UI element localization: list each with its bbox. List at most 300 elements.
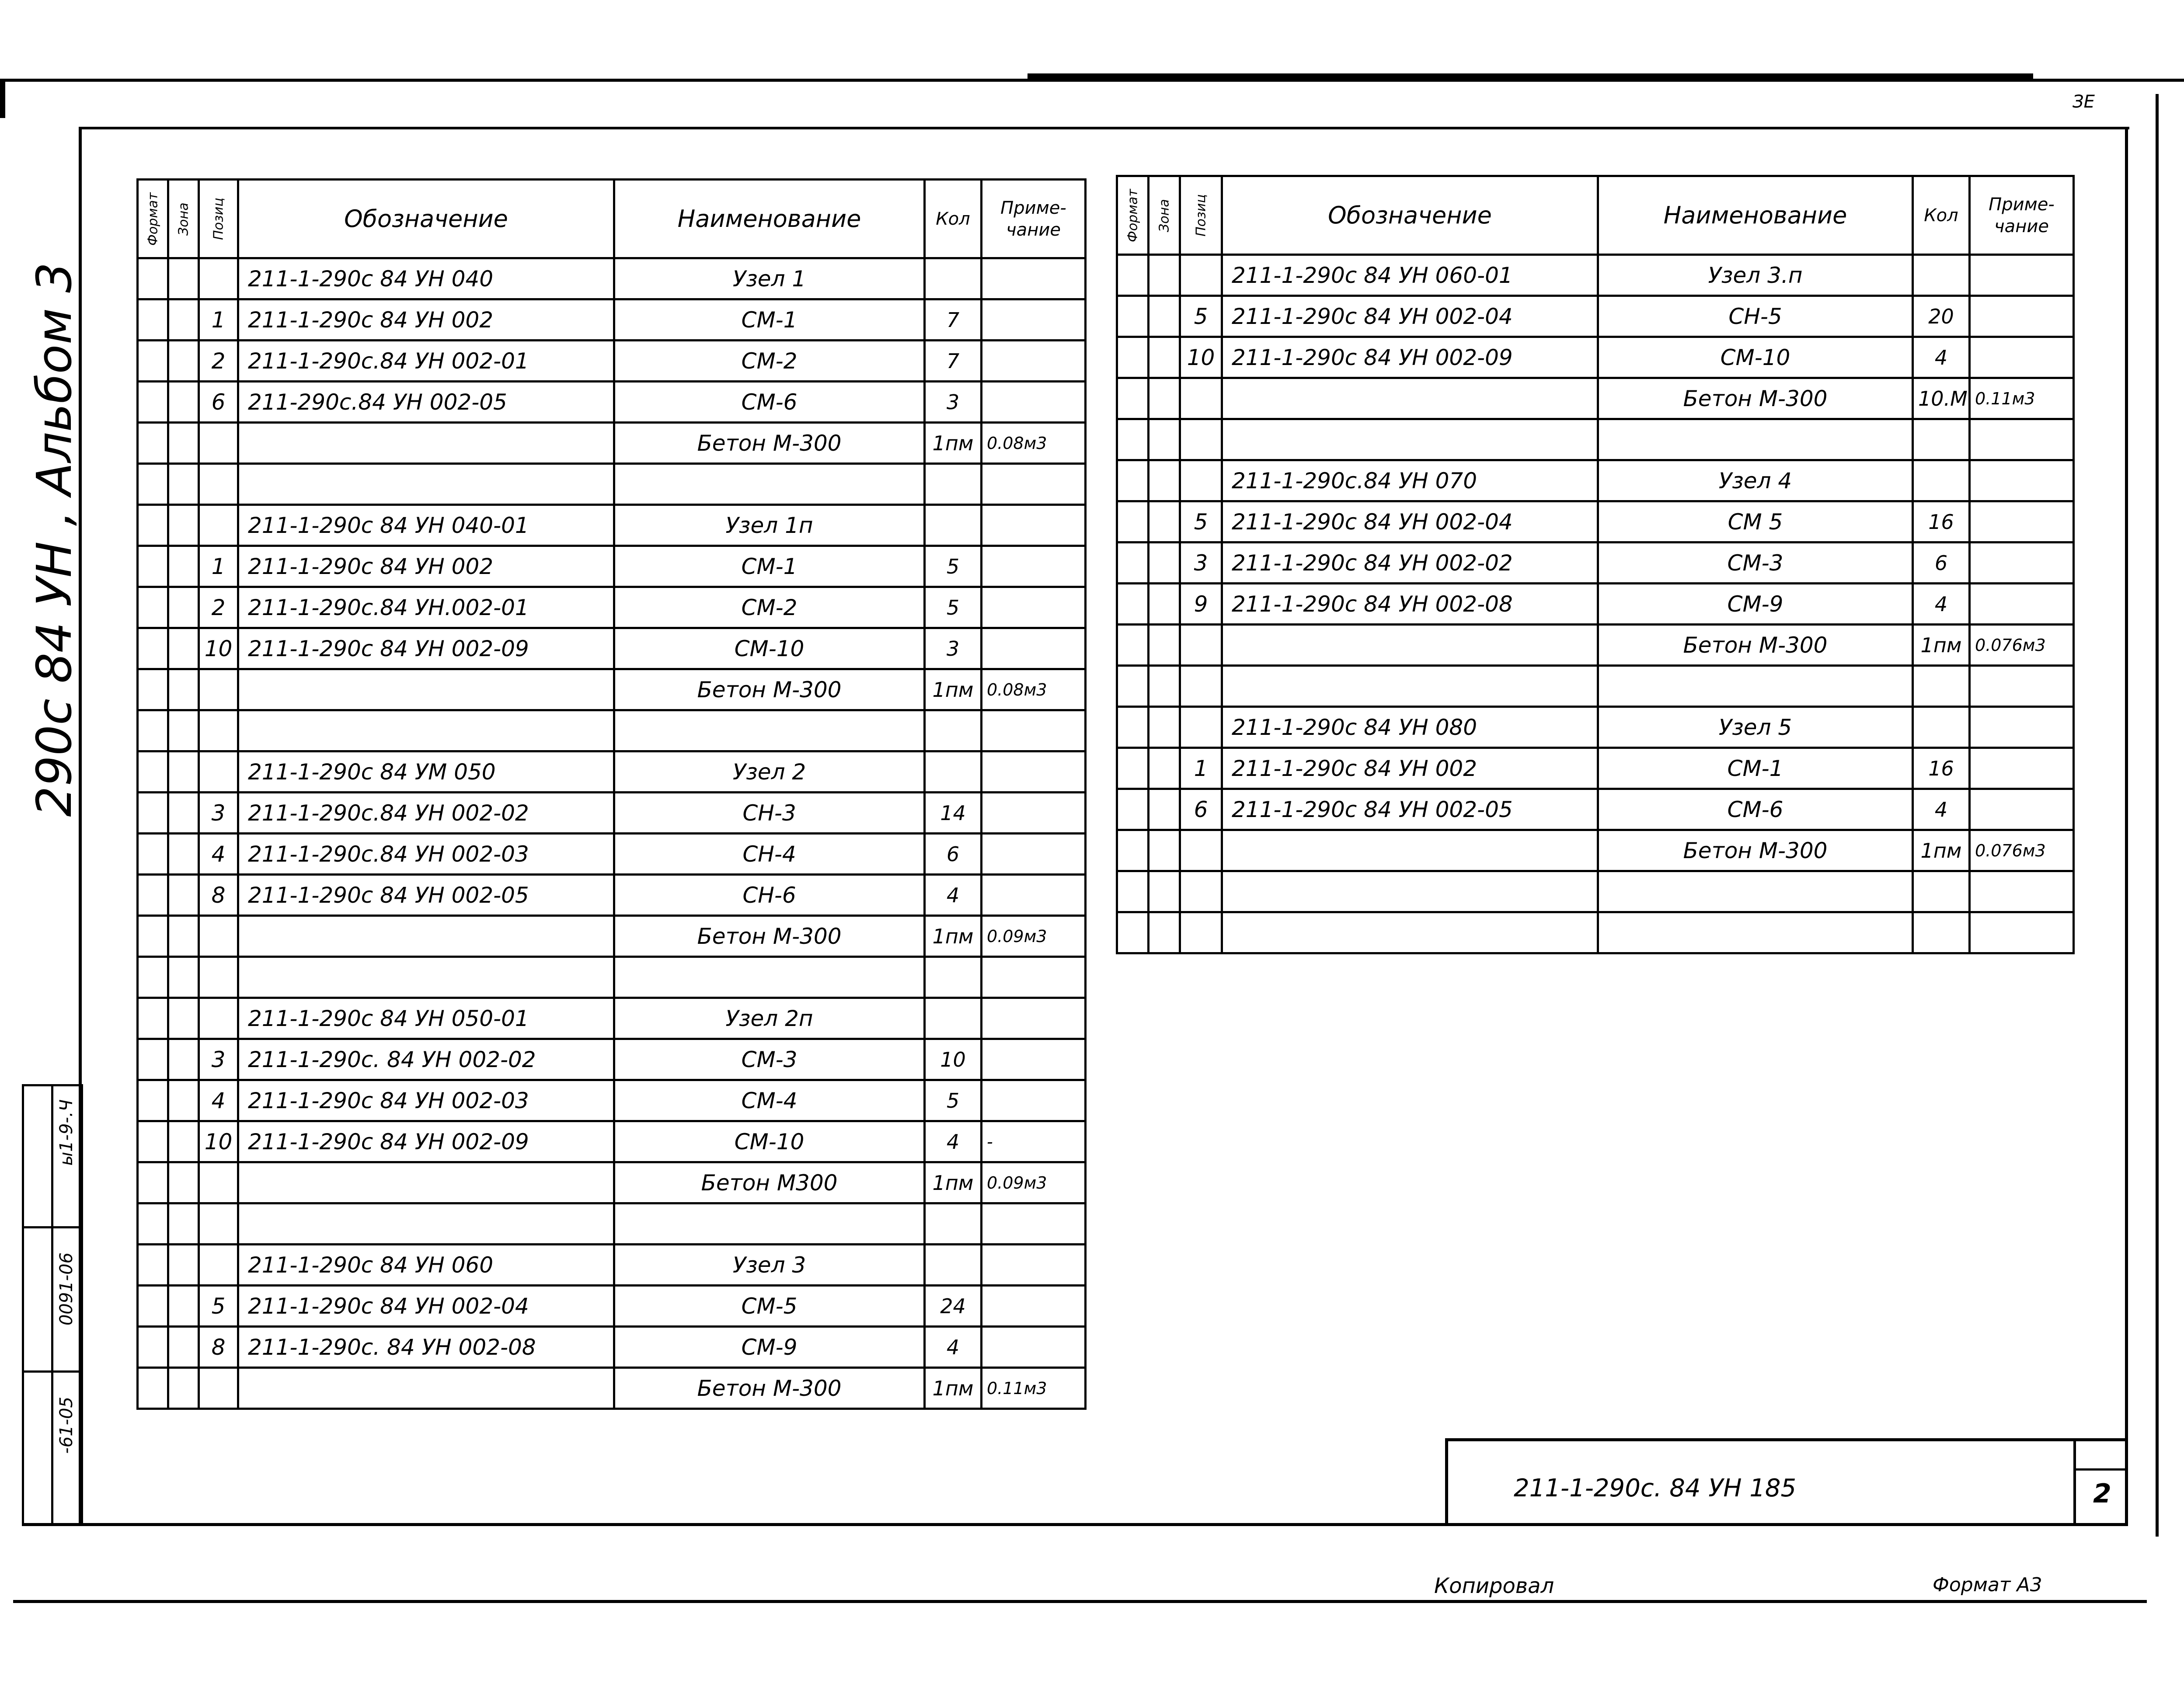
position-cell: 6	[1180, 789, 1222, 830]
format-cell	[1117, 871, 1149, 912]
designation-cell	[238, 957, 614, 998]
format-cell	[138, 1039, 168, 1080]
note-cell	[982, 998, 1086, 1039]
qty-cell	[1913, 460, 1970, 501]
format-cell	[138, 1327, 168, 1368]
name-cell: Бетон М300	[614, 1162, 925, 1203]
qty-cell	[925, 258, 982, 299]
position-cell	[1180, 666, 1222, 707]
position-cell	[1180, 707, 1222, 748]
name-cell: СМ-10	[614, 1121, 925, 1162]
name-cell: Узел 3	[614, 1245, 925, 1286]
position-cell: 1	[199, 299, 238, 341]
header-zone: Зона	[1149, 176, 1180, 255]
qty-cell: 6	[925, 834, 982, 875]
name-cell: СМ-1	[614, 299, 925, 341]
position-cell: 6	[199, 382, 238, 423]
note-cell	[982, 1080, 1086, 1121]
note-cell	[982, 505, 1086, 546]
position-cell: 9	[1180, 584, 1222, 625]
format-cell	[138, 793, 168, 834]
position-cell: 2	[199, 587, 238, 628]
table-row	[138, 587, 1086, 628]
zone-cell	[1149, 625, 1180, 666]
designation-cell: 211-1-290с 84 УН 002	[238, 546, 614, 587]
name-cell: Бетон М-300	[614, 669, 925, 710]
table-row	[138, 998, 1086, 1039]
position-cell	[1180, 912, 1222, 953]
designation-cell: 211-1-290с 84 УН 060-01	[1222, 255, 1598, 296]
name-cell: СН-6	[614, 875, 925, 916]
zone-cell	[168, 875, 199, 916]
designation-cell: 211-1-290с 84 УН 060	[238, 1245, 614, 1286]
name-cell: СН-3	[614, 793, 925, 834]
qty-cell: 4	[1913, 584, 1970, 625]
position-cell	[1180, 255, 1222, 296]
note-cell	[982, 793, 1086, 834]
frame-right-line	[2125, 127, 2128, 1526]
designation-cell: 211-1-290с 84 УН 002-04	[1222, 296, 1598, 337]
header-format: Формат	[1117, 176, 1149, 255]
zone-cell	[168, 1080, 199, 1121]
header-designation: Обозначение	[1222, 176, 1598, 255]
table-row	[1117, 419, 2074, 460]
qty-cell: 10	[925, 1039, 982, 1080]
header-designation: Обозначение	[238, 180, 614, 258]
name-cell: Бетон М-300	[614, 916, 925, 957]
table-row	[138, 669, 1086, 710]
format-cell	[138, 341, 168, 382]
note-cell	[982, 751, 1086, 793]
zone-cell	[1149, 748, 1180, 789]
right-border-line	[2156, 94, 2159, 1537]
name-cell: СМ-5	[614, 1286, 925, 1327]
margin-stamp	[22, 1084, 83, 1526]
zone-cell	[1149, 707, 1180, 748]
format-cell	[138, 1286, 168, 1327]
table-row	[1117, 871, 2074, 912]
position-cell	[199, 505, 238, 546]
table-row	[1117, 748, 2074, 789]
header-qty: Кол	[1913, 176, 1970, 255]
position-cell	[1180, 378, 1222, 419]
designation-cell	[238, 1162, 614, 1203]
designation-cell: 211-1-290с.84 УН 070	[1222, 460, 1598, 501]
sheet-label-divider	[2076, 1468, 2128, 1471]
zone-cell	[168, 1327, 199, 1368]
qty-cell: 3	[925, 628, 982, 669]
qty-cell: 4	[925, 1121, 982, 1162]
name-cell: Бетон М-300	[1598, 625, 1913, 666]
format-cell	[1117, 625, 1149, 666]
qty-cell	[925, 998, 982, 1039]
zone-cell	[168, 751, 199, 793]
table-row	[138, 423, 1086, 464]
header-name: Наименование	[1598, 176, 1913, 255]
name-cell: Бетон М-300	[614, 1368, 925, 1409]
note-cell	[1970, 666, 2074, 707]
qty-cell	[925, 505, 982, 546]
format-cell	[138, 423, 168, 464]
format-cell	[138, 1245, 168, 1286]
table-row	[1117, 296, 2074, 337]
qty-cell: 20	[1913, 296, 1970, 337]
qty-cell: 4	[1913, 789, 1970, 830]
position-cell	[1180, 419, 1222, 460]
format-cell	[1117, 542, 1149, 584]
table-row	[138, 1203, 1086, 1245]
designation-cell	[1222, 830, 1598, 871]
note-cell	[1970, 789, 2074, 830]
table-row	[138, 464, 1086, 505]
format-cell	[138, 587, 168, 628]
note-cell	[982, 834, 1086, 875]
format-cell	[138, 628, 168, 669]
format-cell	[138, 382, 168, 423]
zone-cell	[168, 1121, 199, 1162]
name-cell: Бетон М-300	[614, 423, 925, 464]
header-note: Приме-чание	[982, 180, 1086, 258]
designation-cell: 211-1-290с 84 УН 002-09	[238, 628, 614, 669]
page-bottom-line	[13, 1600, 2147, 1603]
qty-cell: 1пм	[925, 1368, 982, 1409]
designation-cell: 211-1-290с. 84 УН 002-02	[238, 1039, 614, 1080]
zone-cell	[168, 1203, 199, 1245]
name-cell: СН-5	[1598, 296, 1913, 337]
designation-cell: 211-1-290с 84 УН 040	[238, 258, 614, 299]
format-cell	[138, 998, 168, 1039]
format-cell	[138, 875, 168, 916]
format-cell	[138, 1203, 168, 1245]
header-name: Наименование	[614, 180, 925, 258]
margin-stamp-cell-1: -61-05	[56, 1397, 77, 1454]
name-cell: Узел 3.п	[1598, 255, 1913, 296]
designation-cell	[1222, 666, 1598, 707]
qty-cell: 4	[925, 1327, 982, 1368]
qty-cell	[925, 751, 982, 793]
header-note: Приме-чание	[1970, 176, 2074, 255]
name-cell: Бетон М-300	[1598, 830, 1913, 871]
note-cell	[1970, 871, 2074, 912]
zone-cell	[1149, 460, 1180, 501]
zone-cell	[168, 834, 199, 875]
qty-cell	[1913, 707, 1970, 748]
name-cell	[614, 710, 925, 751]
qty-cell	[925, 1245, 982, 1286]
left-tick-line	[0, 79, 5, 118]
qty-cell	[1913, 419, 1970, 460]
note-cell: 0.11м3	[982, 1368, 1086, 1409]
name-cell: Узел 4	[1598, 460, 1913, 501]
format-cell	[138, 1162, 168, 1203]
note-cell: -	[982, 1121, 1086, 1162]
designation-cell	[1222, 871, 1598, 912]
table-row	[138, 1286, 1086, 1327]
note-cell	[1970, 419, 2074, 460]
zone-cell	[168, 505, 199, 546]
format-cell	[138, 1368, 168, 1409]
table-row	[1117, 789, 2074, 830]
position-cell	[1180, 625, 1222, 666]
format-cell	[138, 1080, 168, 1121]
table-row	[138, 505, 1086, 546]
zone-cell	[1149, 666, 1180, 707]
designation-cell: 211-1-290с 84 УН 002-04	[238, 1286, 614, 1327]
designation-cell: 211-1-290с 84 УН 080	[1222, 707, 1598, 748]
format-cell	[1117, 789, 1149, 830]
format-cell	[1117, 666, 1149, 707]
table-row	[1117, 460, 2074, 501]
zone-cell	[1149, 789, 1180, 830]
position-cell: 4	[199, 834, 238, 875]
name-cell: Узел 1	[614, 258, 925, 299]
table-row	[1117, 625, 2074, 666]
qty-cell: 4	[925, 875, 982, 916]
note-cell	[982, 587, 1086, 628]
designation-cell: 211-1-290с 84 УН 002-02	[1222, 542, 1598, 584]
table-row	[1117, 830, 2074, 871]
position-cell: 10	[199, 628, 238, 669]
note-cell	[1970, 460, 2074, 501]
position-cell	[199, 669, 238, 710]
note-cell: 0.08м3	[982, 423, 1086, 464]
name-cell	[1598, 666, 1913, 707]
margin-stamp-cell-2: 0091-06	[56, 1252, 77, 1326]
right-table-body	[1117, 255, 2074, 953]
zone-cell	[168, 916, 199, 957]
designation-cell: 211-1-290с 84 УН 050-01	[238, 998, 614, 1039]
name-cell	[1598, 871, 1913, 912]
note-cell	[982, 1327, 1086, 1368]
designation-cell: 211-1-290с.84 УН.002-01	[238, 587, 614, 628]
position-cell: 5	[199, 1286, 238, 1327]
designation-cell	[238, 669, 614, 710]
format-cell	[138, 916, 168, 957]
format-cell	[1117, 460, 1149, 501]
position-cell	[199, 423, 238, 464]
zone-cell	[1149, 255, 1180, 296]
qty-cell: 4	[1913, 337, 1970, 378]
zone-cell	[168, 710, 199, 751]
note-cell	[982, 546, 1086, 587]
position-cell	[199, 710, 238, 751]
position-cell: 5	[1180, 501, 1222, 542]
note-cell: 0.08м3	[982, 669, 1086, 710]
position-cell	[1180, 460, 1222, 501]
qty-cell: 1пм	[1913, 625, 1970, 666]
table-row	[1117, 912, 2074, 953]
name-cell	[614, 1203, 925, 1245]
designation-cell	[1222, 378, 1598, 419]
qty-cell: 7	[925, 341, 982, 382]
note-cell	[1970, 501, 2074, 542]
note-cell	[982, 382, 1086, 423]
name-cell: СМ-9	[614, 1327, 925, 1368]
qty-cell	[925, 1203, 982, 1245]
table-row	[138, 258, 1086, 299]
name-cell: Узел 2п	[614, 998, 925, 1039]
qty-cell: 1пм	[925, 423, 982, 464]
format-cell	[138, 669, 168, 710]
zone-cell	[168, 669, 199, 710]
table-row	[138, 1080, 1086, 1121]
note-cell	[1970, 584, 2074, 625]
format-cell	[1117, 830, 1149, 871]
designation-cell: 211-1-290с 84 УН 040-01	[238, 505, 614, 546]
zone-cell	[168, 587, 199, 628]
note-cell	[1970, 542, 2074, 584]
designation-cell: 211-1-290с 84 УН 002-09	[238, 1121, 614, 1162]
qty-cell: 1пм	[925, 1162, 982, 1203]
note-cell: 0.11м3	[1970, 378, 2074, 419]
zone-cell	[168, 1368, 199, 1409]
footer-copied-label: Копировал	[1434, 1574, 1554, 1598]
table-row	[138, 916, 1086, 957]
name-cell: СМ-6	[614, 382, 925, 423]
designation-cell: 211-1-290с.84 УН 002-02	[238, 793, 614, 834]
qty-cell: 7	[925, 299, 982, 341]
table-row	[138, 546, 1086, 587]
name-cell: СМ-10	[614, 628, 925, 669]
position-cell: 4	[199, 1080, 238, 1121]
footer-format-label: Формат А3	[1933, 1574, 2042, 1596]
format-cell	[138, 751, 168, 793]
qty-cell	[1913, 871, 1970, 912]
zone-cell	[168, 998, 199, 1039]
position-cell	[1180, 830, 1222, 871]
qty-cell: 5	[925, 546, 982, 587]
position-cell: 1	[199, 546, 238, 587]
zone-cell	[168, 258, 199, 299]
name-cell	[1598, 419, 1913, 460]
name-cell: Бетон М-300	[1598, 378, 1913, 419]
position-cell	[199, 998, 238, 1039]
zone-cell	[168, 382, 199, 423]
note-cell: 0.076м3	[1970, 830, 2074, 871]
position-cell: 5	[1180, 296, 1222, 337]
title-block-divider	[2073, 1441, 2076, 1526]
note-cell: 0.09м3	[982, 1162, 1086, 1203]
table-row	[1117, 542, 2074, 584]
designation-cell: 211-1-290с 84 УН 002-03	[238, 1080, 614, 1121]
zone-cell	[168, 793, 199, 834]
header-position: Позиц	[1180, 176, 1222, 255]
format-cell	[1117, 501, 1149, 542]
header-zone: Зона	[168, 180, 199, 258]
header-qty: Кол	[925, 180, 982, 258]
format-cell	[138, 546, 168, 587]
qty-cell	[925, 464, 982, 505]
title-block	[1445, 1438, 2128, 1526]
designation-cell	[1222, 419, 1598, 460]
note-cell	[982, 875, 1086, 916]
qty-cell: 24	[925, 1286, 982, 1327]
position-cell	[199, 1162, 238, 1203]
table-row	[1117, 255, 2074, 296]
format-cell	[1117, 296, 1149, 337]
qty-cell	[1913, 912, 1970, 953]
designation-cell: 211-290с.84 УН 002-05	[238, 382, 614, 423]
designation-cell: 211-1-290с 84 УН 002-05	[238, 875, 614, 916]
table-row	[138, 957, 1086, 998]
designation-cell: 211-1-290с 84 УН 002	[1222, 748, 1598, 789]
zone-cell	[1149, 542, 1180, 584]
note-cell	[1970, 912, 2074, 953]
left-table-body	[138, 258, 1086, 1409]
qty-cell: 16	[1913, 501, 1970, 542]
qty-cell	[1913, 666, 1970, 707]
name-cell: СМ-3	[1598, 542, 1913, 584]
note-cell	[982, 710, 1086, 751]
format-cell	[1117, 255, 1149, 296]
name-cell: СМ-10	[1598, 337, 1913, 378]
name-cell: Узел 1п	[614, 505, 925, 546]
position-cell: 8	[199, 875, 238, 916]
table-row	[138, 1245, 1086, 1286]
qty-cell: 10.М	[1913, 378, 1970, 419]
zone-cell	[1149, 378, 1180, 419]
top-border-line	[0, 79, 2184, 82]
sheet-number: 2	[2093, 1478, 2111, 1509]
table-row	[1117, 666, 2074, 707]
format-cell	[138, 1121, 168, 1162]
zone-cell	[1149, 337, 1180, 378]
qty-cell: 5	[925, 1080, 982, 1121]
position-cell: 3	[199, 1039, 238, 1080]
zone-cell	[168, 299, 199, 341]
position-cell	[199, 464, 238, 505]
table-row	[138, 382, 1086, 423]
position-cell	[199, 258, 238, 299]
designation-cell: 211-1-290с 84 УН 002-05	[1222, 789, 1598, 830]
zone-cell	[1149, 584, 1180, 625]
qty-cell: 1пм	[925, 669, 982, 710]
format-cell	[138, 299, 168, 341]
position-cell: 10	[1180, 337, 1222, 378]
designation-cell	[1222, 912, 1598, 953]
table-row	[138, 710, 1086, 751]
table-row	[138, 793, 1086, 834]
table-row	[1117, 707, 2074, 748]
name-cell: СМ-9	[1598, 584, 1913, 625]
position-cell	[199, 1368, 238, 1409]
designation-cell: 211-1-290с 84 УН 002-09	[1222, 337, 1598, 378]
designation-cell: 211-1-290с 84 УН 002	[238, 299, 614, 341]
designation-cell	[1222, 625, 1598, 666]
qty-cell	[925, 957, 982, 998]
table-row	[1117, 337, 2074, 378]
note-cell	[1970, 296, 2074, 337]
right-spec-table	[1116, 175, 2075, 954]
note-cell	[982, 1039, 1086, 1080]
format-cell	[138, 258, 168, 299]
designation-cell	[238, 1203, 614, 1245]
album-label: 290с 84 УН , Альбом 3	[26, 262, 82, 817]
format-cell	[138, 957, 168, 998]
table-row	[138, 299, 1086, 341]
zone-cell	[168, 546, 199, 587]
format-cell	[1117, 378, 1149, 419]
table-row	[138, 751, 1086, 793]
designation-cell: 211-1-290с 84 УН 002-04	[1222, 501, 1598, 542]
note-cell: 0.076м3	[1970, 625, 2074, 666]
note-cell	[982, 628, 1086, 669]
zone-cell	[168, 464, 199, 505]
table-row	[138, 628, 1086, 669]
title-block-code: 211-1-290с. 84 УН 185	[1514, 1474, 1797, 1502]
designation-cell: 211-1-290с 84 УМ 050	[238, 751, 614, 793]
zone-cell	[168, 628, 199, 669]
